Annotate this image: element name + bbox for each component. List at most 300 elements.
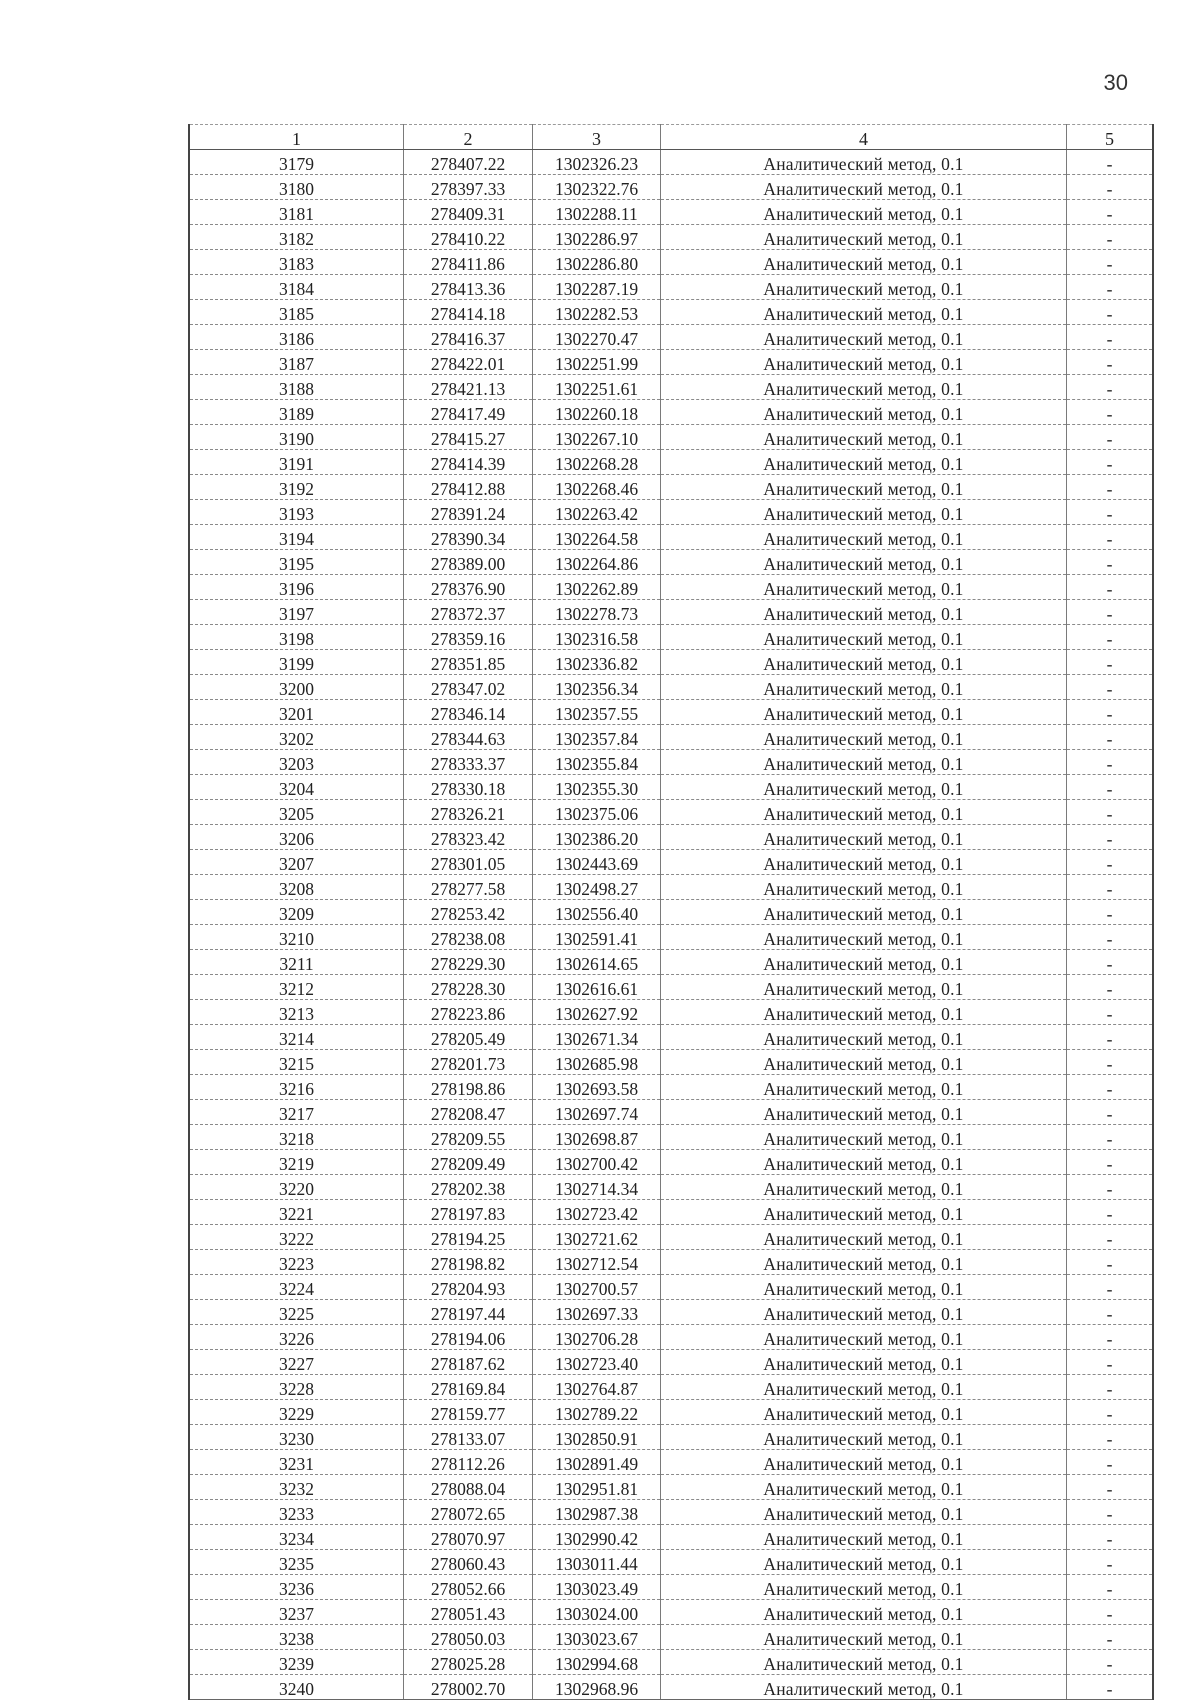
y-coordinate-cell: 1302591.41 xyxy=(533,925,661,950)
point-number-cell: 3179 xyxy=(189,150,404,175)
table-row xyxy=(189,275,1153,300)
y-coordinate-cell: 1302556.40 xyxy=(533,900,661,925)
note-cell: - xyxy=(1067,1675,1154,1700)
note-cell: - xyxy=(1067,1375,1154,1400)
table-row xyxy=(189,525,1153,550)
method-cell: Аналитический метод, 0.1 xyxy=(661,925,1067,950)
y-coordinate-cell: 1303011.44 xyxy=(533,1550,661,1575)
point-number-cell: 3206 xyxy=(189,825,404,850)
point-number-cell: 3236 xyxy=(189,1575,404,1600)
table-row xyxy=(189,1400,1153,1425)
method-cell: Аналитический метод, 0.1 xyxy=(661,325,1067,350)
x-coordinate-cell: 278194.06 xyxy=(404,1325,533,1350)
y-coordinate-cell: 1302375.06 xyxy=(533,800,661,825)
table-row xyxy=(189,725,1153,750)
x-coordinate-cell: 278372.37 xyxy=(404,600,533,625)
x-coordinate-cell: 278277.58 xyxy=(404,875,533,900)
y-coordinate-cell: 1302987.38 xyxy=(533,1500,661,1525)
point-number-cell: 3209 xyxy=(189,900,404,925)
note-cell: - xyxy=(1067,1625,1154,1650)
y-coordinate-cell: 1302994.68 xyxy=(533,1650,661,1675)
x-coordinate-cell: 278052.66 xyxy=(404,1575,533,1600)
point-number-cell: 3213 xyxy=(189,1000,404,1025)
method-cell: Аналитический метод, 0.1 xyxy=(661,1075,1067,1100)
x-coordinate-cell: 278417.49 xyxy=(404,400,533,425)
y-coordinate-cell: 1302263.42 xyxy=(533,500,661,525)
y-coordinate-cell: 1302614.65 xyxy=(533,950,661,975)
table-row xyxy=(189,550,1153,575)
x-coordinate-cell: 278169.84 xyxy=(404,1375,533,1400)
method-cell: Аналитический метод, 0.1 xyxy=(661,225,1067,250)
x-coordinate-cell: 278344.63 xyxy=(404,725,533,750)
table-row xyxy=(189,650,1153,675)
note-cell: - xyxy=(1067,1650,1154,1675)
method-cell: Аналитический метод, 0.1 xyxy=(661,250,1067,275)
point-number-cell: 3181 xyxy=(189,200,404,225)
note-cell: - xyxy=(1067,1175,1154,1200)
table-row xyxy=(189,1675,1153,1700)
y-coordinate-cell: 1302316.58 xyxy=(533,625,661,650)
x-coordinate-cell: 278197.83 xyxy=(404,1200,533,1225)
note-cell: - xyxy=(1067,1550,1154,1575)
note-cell: - xyxy=(1067,500,1154,525)
note-cell: - xyxy=(1067,825,1154,850)
y-coordinate-cell: 1302270.47 xyxy=(533,325,661,350)
table-row xyxy=(189,1250,1153,1275)
note-cell: - xyxy=(1067,250,1154,275)
table-row xyxy=(189,750,1153,775)
note-cell: - xyxy=(1067,750,1154,775)
note-cell: - xyxy=(1067,1525,1154,1550)
method-cell: Аналитический метод, 0.1 xyxy=(661,1025,1067,1050)
note-cell: - xyxy=(1067,875,1154,900)
method-cell: Аналитический метод, 0.1 xyxy=(661,1375,1067,1400)
note-cell: - xyxy=(1067,1125,1154,1150)
y-coordinate-cell: 1302714.34 xyxy=(533,1175,661,1200)
point-number-cell: 3233 xyxy=(189,1500,404,1525)
y-coordinate-cell: 1302891.49 xyxy=(533,1450,661,1475)
x-coordinate-cell: 278359.16 xyxy=(404,625,533,650)
method-cell: Аналитический метод, 0.1 xyxy=(661,350,1067,375)
table-row xyxy=(189,900,1153,925)
y-coordinate-cell: 1302671.34 xyxy=(533,1025,661,1050)
x-coordinate-cell: 278301.05 xyxy=(404,850,533,875)
point-number-cell: 3239 xyxy=(189,1650,404,1675)
method-cell: Аналитический метод, 0.1 xyxy=(661,825,1067,850)
coordinates-table xyxy=(188,124,1154,1700)
x-coordinate-cell: 278205.49 xyxy=(404,1025,533,1050)
method-cell: Аналитический метод, 0.1 xyxy=(661,1575,1067,1600)
point-number-cell: 3220 xyxy=(189,1175,404,1200)
y-coordinate-cell: 1302764.87 xyxy=(533,1375,661,1400)
note-cell: - xyxy=(1067,450,1154,475)
table-row xyxy=(189,1450,1153,1475)
note-cell: - xyxy=(1067,1050,1154,1075)
method-cell: Аналитический метод, 0.1 xyxy=(661,525,1067,550)
point-number-cell: 3182 xyxy=(189,225,404,250)
y-coordinate-cell: 1302260.18 xyxy=(533,400,661,425)
note-cell: - xyxy=(1067,900,1154,925)
x-coordinate-cell: 278411.86 xyxy=(404,250,533,275)
point-number-cell: 3197 xyxy=(189,600,404,625)
point-number-cell: 3201 xyxy=(189,700,404,725)
note-cell: - xyxy=(1067,625,1154,650)
x-coordinate-cell: 278060.43 xyxy=(404,1550,533,1575)
table-body xyxy=(189,150,1153,1700)
method-cell: Аналитический метод, 0.1 xyxy=(661,1475,1067,1500)
note-cell: - xyxy=(1067,1400,1154,1425)
y-coordinate-cell: 1302357.55 xyxy=(533,700,661,725)
table-row xyxy=(189,1075,1153,1100)
y-coordinate-cell: 1302697.74 xyxy=(533,1100,661,1125)
y-coordinate-cell: 1302697.33 xyxy=(533,1300,661,1325)
y-coordinate-cell: 1302278.73 xyxy=(533,600,661,625)
table-row xyxy=(189,575,1153,600)
column-header-5: 5 xyxy=(1067,125,1154,150)
y-coordinate-cell: 1303023.67 xyxy=(533,1625,661,1650)
table-row xyxy=(189,1000,1153,1025)
note-cell: - xyxy=(1067,1225,1154,1250)
method-cell: Аналитический метод, 0.1 xyxy=(661,1400,1067,1425)
table-row xyxy=(189,225,1153,250)
point-number-cell: 3214 xyxy=(189,1025,404,1050)
note-cell: - xyxy=(1067,675,1154,700)
point-number-cell: 3215 xyxy=(189,1050,404,1075)
x-coordinate-cell: 278072.65 xyxy=(404,1500,533,1525)
x-coordinate-cell: 278376.90 xyxy=(404,575,533,600)
point-number-cell: 3207 xyxy=(189,850,404,875)
y-coordinate-cell: 1302443.69 xyxy=(533,850,661,875)
point-number-cell: 3212 xyxy=(189,975,404,1000)
page-number: 30 xyxy=(1103,70,1128,95)
x-coordinate-cell: 278088.04 xyxy=(404,1475,533,1500)
y-coordinate-cell: 1302789.22 xyxy=(533,1400,661,1425)
point-number-cell: 3192 xyxy=(189,475,404,500)
point-number-cell: 3191 xyxy=(189,450,404,475)
table-row xyxy=(189,300,1153,325)
x-coordinate-cell: 278187.62 xyxy=(404,1350,533,1375)
note-cell: - xyxy=(1067,1075,1154,1100)
note-cell: - xyxy=(1067,925,1154,950)
table-row xyxy=(189,1200,1153,1225)
x-coordinate-cell: 278415.27 xyxy=(404,425,533,450)
table-row xyxy=(189,1100,1153,1125)
x-coordinate-cell: 278391.24 xyxy=(404,500,533,525)
method-cell: Аналитический метод, 0.1 xyxy=(661,1300,1067,1325)
point-number-cell: 3238 xyxy=(189,1625,404,1650)
table-row xyxy=(189,475,1153,500)
note-cell: - xyxy=(1067,600,1154,625)
method-cell: Аналитический метод, 0.1 xyxy=(661,1000,1067,1025)
y-coordinate-cell: 1302326.23 xyxy=(533,150,661,175)
method-cell: Аналитический метод, 0.1 xyxy=(661,1600,1067,1625)
note-cell: - xyxy=(1067,1575,1154,1600)
note-cell: - xyxy=(1067,225,1154,250)
table-row xyxy=(189,450,1153,475)
y-coordinate-cell: 1302287.19 xyxy=(533,275,661,300)
x-coordinate-cell: 278346.14 xyxy=(404,700,533,725)
x-coordinate-cell: 278025.28 xyxy=(404,1650,533,1675)
method-cell: Аналитический метод, 0.1 xyxy=(661,1425,1067,1450)
x-coordinate-cell: 278238.08 xyxy=(404,925,533,950)
x-coordinate-cell: 278351.85 xyxy=(404,650,533,675)
note-cell: - xyxy=(1067,1300,1154,1325)
table-row xyxy=(189,1325,1153,1350)
method-cell: Аналитический метод, 0.1 xyxy=(661,425,1067,450)
method-cell: Аналитический метод, 0.1 xyxy=(661,850,1067,875)
note-cell: - xyxy=(1067,1500,1154,1525)
table-row xyxy=(189,1600,1153,1625)
y-coordinate-cell: 1302262.89 xyxy=(533,575,661,600)
method-cell: Аналитический метод, 0.1 xyxy=(661,1550,1067,1575)
x-coordinate-cell: 278412.88 xyxy=(404,475,533,500)
y-coordinate-cell: 1302355.30 xyxy=(533,775,661,800)
note-cell: - xyxy=(1067,975,1154,1000)
table-row xyxy=(189,1550,1153,1575)
point-number-cell: 3231 xyxy=(189,1450,404,1475)
column-header-1: 1 xyxy=(189,125,404,150)
table-row xyxy=(189,375,1153,400)
note-cell: - xyxy=(1067,375,1154,400)
method-cell: Аналитический метод, 0.1 xyxy=(661,1675,1067,1700)
method-cell: Аналитический метод, 0.1 xyxy=(661,1150,1067,1175)
method-cell: Аналитический метод, 0.1 xyxy=(661,400,1067,425)
x-coordinate-cell: 278202.38 xyxy=(404,1175,533,1200)
x-coordinate-cell: 278330.18 xyxy=(404,775,533,800)
note-cell: - xyxy=(1067,850,1154,875)
y-coordinate-cell: 1302336.82 xyxy=(533,650,661,675)
y-coordinate-cell: 1302264.58 xyxy=(533,525,661,550)
method-cell: Аналитический метод, 0.1 xyxy=(661,625,1067,650)
y-coordinate-cell: 1303024.00 xyxy=(533,1600,661,1625)
x-coordinate-cell: 278051.43 xyxy=(404,1600,533,1625)
method-cell: Аналитический метод, 0.1 xyxy=(661,300,1067,325)
note-cell: - xyxy=(1067,950,1154,975)
note-cell: - xyxy=(1067,800,1154,825)
x-coordinate-cell: 278253.42 xyxy=(404,900,533,925)
table-row xyxy=(189,200,1153,225)
table-row xyxy=(189,600,1153,625)
method-cell: Аналитический метод, 0.1 xyxy=(661,200,1067,225)
y-coordinate-cell: 1302264.86 xyxy=(533,550,661,575)
y-coordinate-cell: 1303023.49 xyxy=(533,1575,661,1600)
note-cell: - xyxy=(1067,1475,1154,1500)
note-cell: - xyxy=(1067,775,1154,800)
note-cell: - xyxy=(1067,700,1154,725)
x-coordinate-cell: 278409.31 xyxy=(404,200,533,225)
y-coordinate-cell: 1302627.92 xyxy=(533,1000,661,1025)
x-coordinate-cell: 278414.39 xyxy=(404,450,533,475)
y-coordinate-cell: 1302721.62 xyxy=(533,1225,661,1250)
table-row xyxy=(189,1475,1153,1500)
point-number-cell: 3187 xyxy=(189,350,404,375)
table-row xyxy=(189,150,1153,175)
method-cell: Аналитический метод, 0.1 xyxy=(661,475,1067,500)
table-row xyxy=(189,1500,1153,1525)
point-number-cell: 3196 xyxy=(189,575,404,600)
point-number-cell: 3223 xyxy=(189,1250,404,1275)
point-number-cell: 3217 xyxy=(189,1100,404,1125)
table-row xyxy=(189,775,1153,800)
table-row xyxy=(189,325,1153,350)
header-row xyxy=(189,125,1153,150)
method-cell: Аналитический метод, 0.1 xyxy=(661,700,1067,725)
method-cell: Аналитический метод, 0.1 xyxy=(661,1275,1067,1300)
table-row xyxy=(189,800,1153,825)
point-number-cell: 3208 xyxy=(189,875,404,900)
y-coordinate-cell: 1302951.81 xyxy=(533,1475,661,1500)
point-number-cell: 3200 xyxy=(189,675,404,700)
x-coordinate-cell: 278416.37 xyxy=(404,325,533,350)
x-coordinate-cell: 278194.25 xyxy=(404,1225,533,1250)
x-coordinate-cell: 278421.13 xyxy=(404,375,533,400)
y-coordinate-cell: 1302286.80 xyxy=(533,250,661,275)
x-coordinate-cell: 278198.86 xyxy=(404,1075,533,1100)
note-cell: - xyxy=(1067,1150,1154,1175)
point-number-cell: 3224 xyxy=(189,1275,404,1300)
table-row xyxy=(189,500,1153,525)
point-number-cell: 3210 xyxy=(189,925,404,950)
method-cell: Аналитический метод, 0.1 xyxy=(661,975,1067,1000)
y-coordinate-cell: 1302356.34 xyxy=(533,675,661,700)
note-cell: - xyxy=(1067,1025,1154,1050)
point-number-cell: 3228 xyxy=(189,1375,404,1400)
x-coordinate-cell: 278209.49 xyxy=(404,1150,533,1175)
x-coordinate-cell: 278413.36 xyxy=(404,275,533,300)
note-cell: - xyxy=(1067,200,1154,225)
table-row xyxy=(189,1375,1153,1400)
x-coordinate-cell: 278333.37 xyxy=(404,750,533,775)
table-row xyxy=(189,1225,1153,1250)
x-coordinate-cell: 278198.82 xyxy=(404,1250,533,1275)
point-number-cell: 3184 xyxy=(189,275,404,300)
point-number-cell: 3232 xyxy=(189,1475,404,1500)
column-header-3: 3 xyxy=(533,125,661,150)
point-number-cell: 3202 xyxy=(189,725,404,750)
table-row xyxy=(189,1625,1153,1650)
note-cell: - xyxy=(1067,350,1154,375)
table-row xyxy=(189,925,1153,950)
method-cell: Аналитический метод, 0.1 xyxy=(661,875,1067,900)
note-cell: - xyxy=(1067,550,1154,575)
y-coordinate-cell: 1302723.40 xyxy=(533,1350,661,1375)
x-coordinate-cell: 278197.44 xyxy=(404,1300,533,1325)
y-coordinate-cell: 1302386.20 xyxy=(533,825,661,850)
table-row xyxy=(189,1175,1153,1200)
y-coordinate-cell: 1302698.87 xyxy=(533,1125,661,1150)
y-coordinate-cell: 1302850.91 xyxy=(533,1425,661,1450)
table-row xyxy=(189,1525,1153,1550)
note-cell: - xyxy=(1067,1325,1154,1350)
x-coordinate-cell: 278050.03 xyxy=(404,1625,533,1650)
method-cell: Аналитический метод, 0.1 xyxy=(661,500,1067,525)
method-cell: Аналитический метод, 0.1 xyxy=(661,1050,1067,1075)
point-number-cell: 3183 xyxy=(189,250,404,275)
point-number-cell: 3211 xyxy=(189,950,404,975)
table-row xyxy=(189,850,1153,875)
note-cell: - xyxy=(1067,1425,1154,1450)
y-coordinate-cell: 1302322.76 xyxy=(533,175,661,200)
point-number-cell: 3222 xyxy=(189,1225,404,1250)
point-number-cell: 3240 xyxy=(189,1675,404,1700)
y-coordinate-cell: 1302268.28 xyxy=(533,450,661,475)
point-number-cell: 3225 xyxy=(189,1300,404,1325)
table-row xyxy=(189,700,1153,725)
note-cell: - xyxy=(1067,1450,1154,1475)
point-number-cell: 3186 xyxy=(189,325,404,350)
method-cell: Аналитический метод, 0.1 xyxy=(661,575,1067,600)
method-cell: Аналитический метод, 0.1 xyxy=(661,1125,1067,1150)
y-coordinate-cell: 1302990.42 xyxy=(533,1525,661,1550)
y-coordinate-cell: 1302282.53 xyxy=(533,300,661,325)
note-cell: - xyxy=(1067,1275,1154,1300)
x-coordinate-cell: 278347.02 xyxy=(404,675,533,700)
method-cell: Аналитический метод, 0.1 xyxy=(661,275,1067,300)
note-cell: - xyxy=(1067,1250,1154,1275)
y-coordinate-cell: 1302498.27 xyxy=(533,875,661,900)
y-coordinate-cell: 1302712.54 xyxy=(533,1250,661,1275)
note-cell: - xyxy=(1067,725,1154,750)
y-coordinate-cell: 1302288.11 xyxy=(533,200,661,225)
table-row xyxy=(189,1125,1153,1150)
x-coordinate-cell: 278133.07 xyxy=(404,1425,533,1450)
x-coordinate-cell: 278229.30 xyxy=(404,950,533,975)
table-row xyxy=(189,1025,1153,1050)
x-coordinate-cell: 278209.55 xyxy=(404,1125,533,1150)
point-number-cell: 3203 xyxy=(189,750,404,775)
method-cell: Аналитический метод, 0.1 xyxy=(661,775,1067,800)
x-coordinate-cell: 278389.00 xyxy=(404,550,533,575)
y-coordinate-cell: 1302268.46 xyxy=(533,475,661,500)
point-number-cell: 3216 xyxy=(189,1075,404,1100)
point-number-cell: 3198 xyxy=(189,625,404,650)
method-cell: Аналитический метод, 0.1 xyxy=(661,950,1067,975)
method-cell: Аналитический метод, 0.1 xyxy=(661,1325,1067,1350)
y-coordinate-cell: 1302723.42 xyxy=(533,1200,661,1225)
note-cell: - xyxy=(1067,1000,1154,1025)
table-row xyxy=(189,1425,1153,1450)
point-number-cell: 3204 xyxy=(189,775,404,800)
point-number-cell: 3190 xyxy=(189,425,404,450)
x-coordinate-cell: 278070.97 xyxy=(404,1525,533,1550)
method-cell: Аналитический метод, 0.1 xyxy=(661,1225,1067,1250)
x-coordinate-cell: 278410.22 xyxy=(404,225,533,250)
table-row xyxy=(189,975,1153,1000)
y-coordinate-cell: 1302286.97 xyxy=(533,225,661,250)
table-row xyxy=(189,350,1153,375)
point-number-cell: 3230 xyxy=(189,1425,404,1450)
x-coordinate-cell: 278422.01 xyxy=(404,350,533,375)
x-coordinate-cell: 278201.73 xyxy=(404,1050,533,1075)
table-row xyxy=(189,250,1153,275)
y-coordinate-cell: 1302251.61 xyxy=(533,375,661,400)
note-cell: - xyxy=(1067,300,1154,325)
point-number-cell: 3180 xyxy=(189,175,404,200)
point-number-cell: 3227 xyxy=(189,1350,404,1375)
method-cell: Аналитический метод, 0.1 xyxy=(661,1525,1067,1550)
x-coordinate-cell: 278326.21 xyxy=(404,800,533,825)
note-cell: - xyxy=(1067,525,1154,550)
method-cell: Аналитический метод, 0.1 xyxy=(661,675,1067,700)
point-number-cell: 3219 xyxy=(189,1150,404,1175)
method-cell: Аналитический метод, 0.1 xyxy=(661,600,1067,625)
table-row xyxy=(189,1150,1153,1175)
note-cell: - xyxy=(1067,425,1154,450)
note-cell: - xyxy=(1067,275,1154,300)
x-coordinate-cell: 278159.77 xyxy=(404,1400,533,1425)
table-row xyxy=(189,950,1153,975)
y-coordinate-cell: 1302357.84 xyxy=(533,725,661,750)
